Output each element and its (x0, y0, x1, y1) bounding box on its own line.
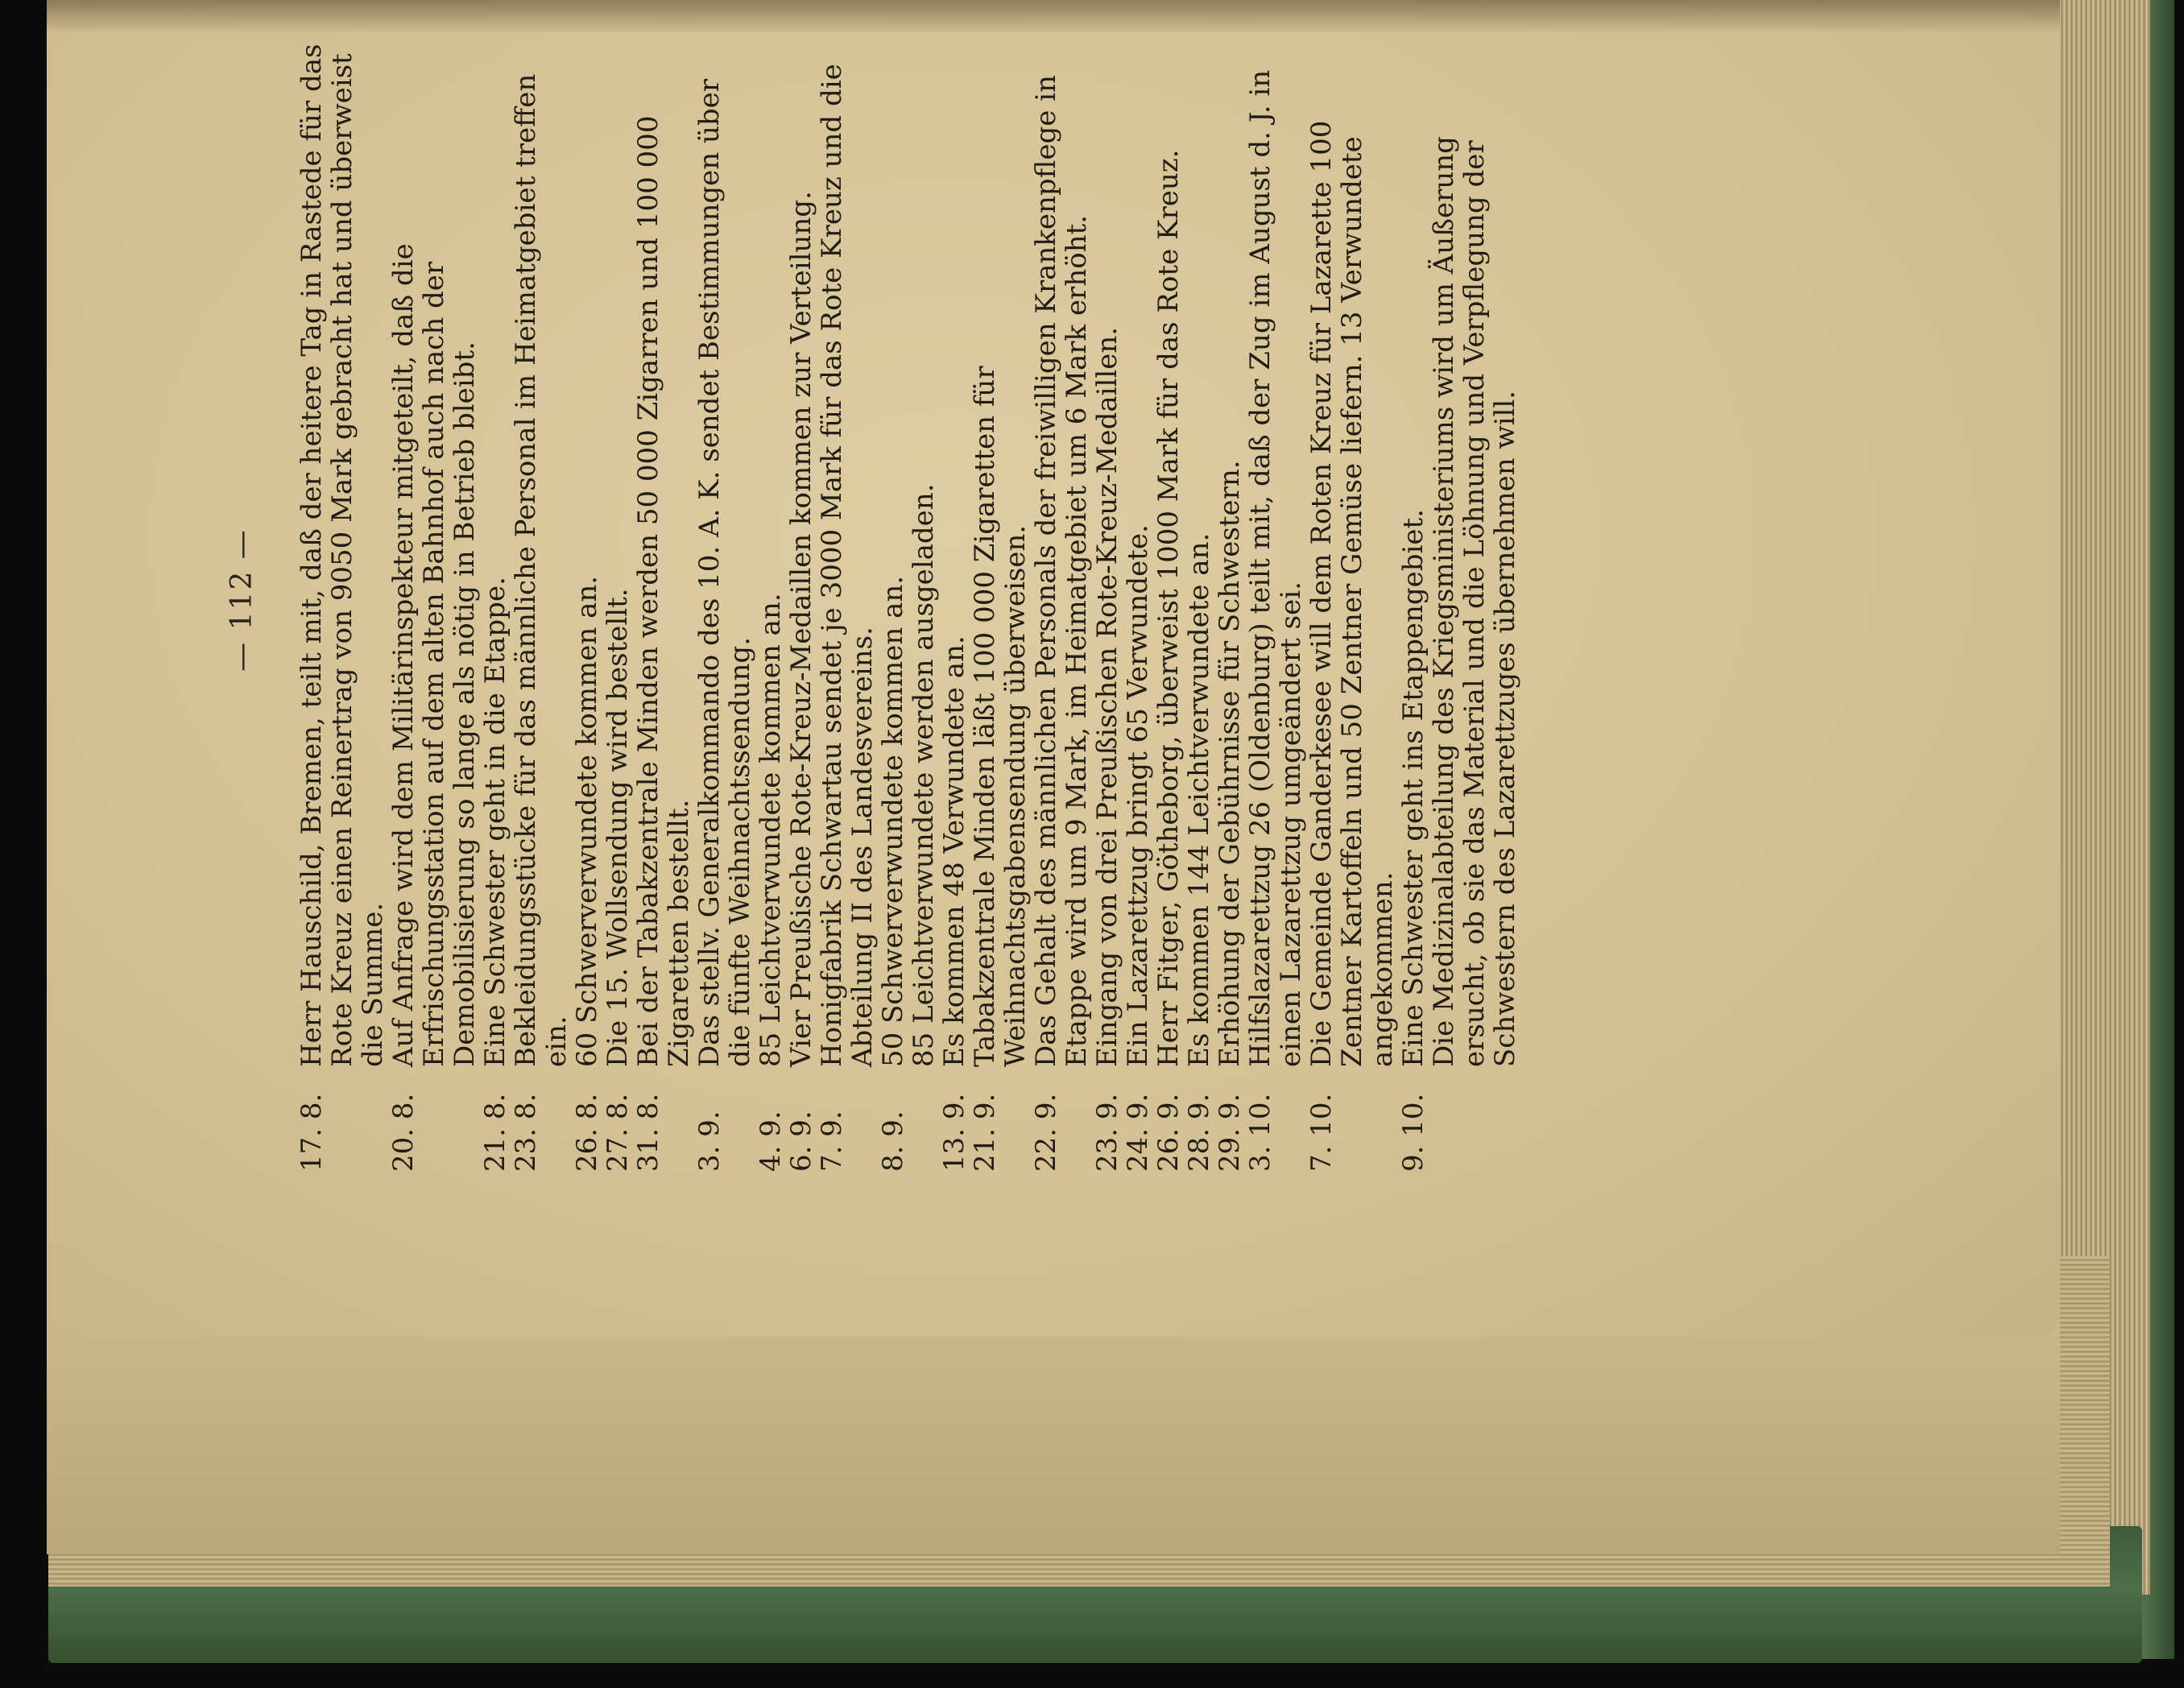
chronicle-entry (694, 28, 755, 1172)
entry-text: 60 Schwerverwundete kommen an. (571, 575, 603, 1067)
entry-date: 4. 9. (755, 1111, 787, 1172)
chronicle-entry (878, 28, 908, 1172)
entry-date: 9. 10. (1397, 1093, 1429, 1172)
entry-text: Eine Schwester geht ins Etappengebiet. (1397, 509, 1429, 1067)
entry-date: 27. 8. (602, 1093, 634, 1172)
entry-text: Die Medizinalabteilung des Kriegsministeriums wird um Äußerung ersucht, ob sie das Material und die Löhnung und Verpflegung der Schwestern des Lazarettzuges übernehmen will. (1428, 136, 1521, 1067)
chronicle-entry (755, 28, 786, 1172)
chronicle-entry (1184, 28, 1214, 1172)
chronicle-entry (1092, 28, 1123, 1172)
book-gutter (47, 0, 2060, 32)
entry-text: Bei der Tabakzentrale Minden werden 50 000 Zigarren und 100 000 Zigaretten bestellt. (632, 115, 695, 1067)
entry-text: Tabakzentrale Minden läßt 100 000 Zigaretten für Weihnachtsgabensendung überweisen. (969, 366, 1032, 1067)
chronicle-entry (786, 28, 817, 1172)
chronicle-entries (296, 28, 1520, 1172)
entry-date: 26. 9. (1152, 1093, 1185, 1172)
entry-text: 50 Schwerverwundete kommen an. (877, 575, 909, 1067)
entry-date: 29. 9. (1214, 1093, 1246, 1172)
entry-date: 31. 8. (632, 1093, 664, 1172)
entry-text: Die Gemeinde Ganderkesee will dem Roten Kreuz für Lazarette 100 Zentner Kartoffeln und 50 Zentner Gemüse liefern. 13 Verwundete angekommen. (1305, 120, 1399, 1067)
entry-date: 21. 8. (479, 1093, 511, 1172)
chronicle-entry (296, 28, 388, 1172)
entry-text: 85 Leichtverwundete kommen an. (755, 593, 787, 1067)
entry-text: Honigfabrik Schwartau sendet je 3000 Mark für das Rote Kreuz und die Abteilung II des Landesvereins. (816, 64, 879, 1067)
entry-date: 6. 9. (785, 1111, 817, 1172)
entry-text: Herr Hauschild, Bremen, teilt mit, daß der heitere Tag in Rastede für das Rote Kreuz einen Reinertrag von 9050 Mark gebracht hat und überweist die Summe. (296, 43, 389, 1067)
entry-text: Eine Schwester geht in die Etappe. (479, 577, 511, 1067)
chronicle-entry (511, 28, 572, 1172)
chronicle-entry (480, 28, 511, 1172)
entry-text: Es kommen 144 Leichtverwundete an. (1183, 532, 1215, 1067)
entry-text: Auf Anfrage wird dem Militärinspekteur mitgeteilt, daß die Erfrischungsstation auf dem alten Bahnhof auch nach der Demobilisierung so lange als nötig in Betrieb bleibt. (387, 243, 481, 1067)
entry-date: 21. 9. (969, 1093, 1001, 1172)
entry-text: 85 Leichtverwundete werden ausgeladen. (908, 483, 940, 1067)
chronicle-entry (1123, 28, 1153, 1172)
entry-date: 28. 9. (1183, 1093, 1215, 1172)
entry-date: 20. 8. (387, 1093, 420, 1172)
entry-date: 23. 8. (510, 1093, 542, 1172)
entry-date: 3. 9. (693, 1111, 726, 1172)
chronicle-entry (1398, 28, 1429, 1172)
page-number: — 112 — (225, 528, 259, 672)
entry-date: 22. 9. (1030, 1093, 1062, 1172)
entry-date: 7. 9. (816, 1111, 848, 1172)
chronicle-entry (1245, 28, 1306, 1172)
entry-text: Vier Preußische Rote-Kreuz-Medaillen kommen zur Verteilung. (785, 191, 817, 1067)
chronicle-entry (572, 28, 602, 1172)
entry-date: 26. 8. (571, 1093, 603, 1172)
entry-text: Bekleidungsstücke für das männliche Personal im Heimatgebiet treffen ein. (510, 73, 573, 1067)
entry-date: 23. 9. (1091, 1093, 1123, 1172)
chronicle-entry (908, 28, 939, 1172)
entry-text: Erhöhung der Gebührnisse für Schwestern. (1214, 460, 1246, 1067)
chronicle-entry (388, 28, 480, 1172)
entry-date: 8. 9. (877, 1111, 909, 1172)
chronicle-entry (1031, 28, 1092, 1172)
entry-text: Hilfslazarettzug 26 (Oldenburg) teilt mit, daß der Zug im August d. J. in einen Lazarettzug umgeändert sei. (1244, 69, 1307, 1067)
rotated-text-block (225, 28, 1997, 1172)
chronicle-entry (1214, 28, 1245, 1172)
chronicle-entry (1153, 28, 1184, 1172)
entry-date: 13. 9. (938, 1093, 970, 1172)
chronicle-entry (1306, 28, 1398, 1172)
chronicle-entry (1429, 28, 1520, 1172)
entry-text: Es kommen 48 Verwundete an. (938, 635, 970, 1067)
chronicle-entry (939, 28, 970, 1172)
entry-text: Das Gehalt des männlichen Personals der freiwilligen Krankenpflege in Etappe wird um 9 Mark, im Heimatgebiet um 6 Mark erhöht. (1030, 75, 1093, 1067)
entry-text: Ein Lazarettzug bringt 65 Verwundete. (1122, 524, 1154, 1067)
entry-date: 17. 8. (296, 1093, 328, 1172)
chronicle-entry (970, 28, 1031, 1172)
chronicle-entry (817, 28, 878, 1172)
chronicle-entry (602, 28, 633, 1172)
entry-text: Eingang von drei Preußischen Rote-Kreuz-Medaillen. (1091, 326, 1123, 1067)
entry-date: 3. 10. (1244, 1093, 1276, 1172)
entry-text: Herr Fitger, Götheborg, überweist 1000 Mark für das Rote Kreuz. (1152, 149, 1185, 1067)
entry-text: Die 15. Wollsendung wird bestellt. (602, 588, 634, 1067)
entry-text: Das stellv. Generalkommando des 10. A. K. sendet Bestimmungen über die fünfte Weihnachtssendung. (693, 78, 756, 1067)
entry-date: 7. 10. (1305, 1093, 1338, 1172)
chronicle-entry (633, 28, 694, 1172)
entry-date: 24. 9. (1122, 1093, 1154, 1172)
